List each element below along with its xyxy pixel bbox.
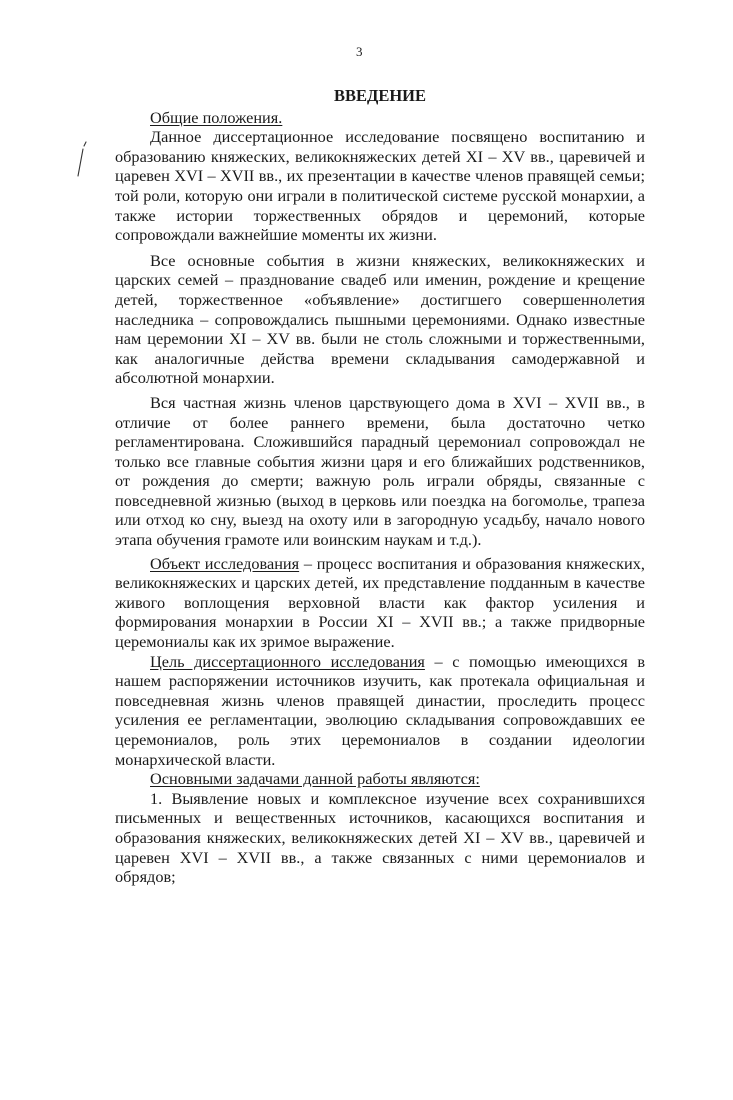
page-number: 3	[356, 44, 363, 59]
paragraph: Вся частная жизнь членов царствующего дома в XVI – XVII вв., в отличие от более раннего времени, была достаточно четко регламентирована. Сложившийся парадный церемониал сопровождал не только все главные события жизни царя и его ближайших родственников, от рождения до смерти; важную роль играли обряды, связанные с повседневной жизнью (выход в церковь или поездка на богомолье, трапеза или отход ко сну, выезд на охоту или в загородную усадьбу, начало нового этапа обучения грамоте или воинским наукам и т.д.).	[115, 392, 645, 550]
paragraph: Все основные события в жизни княжеских, великокняжеских и царских семей – празднование свадеб или именин, рождение и крещение детей, торжественное «объявление» достигшего совершеннолетия наследника – сопровождались пышными церемониями. Однако известные нам церемонии XI – XV вв. были не столь сложными и торжественными, как аналогичные действа времени складывания самодержавной и абсолютной монархии.	[115, 250, 645, 388]
goal-paragraph	[115, 652, 645, 770]
section-heading-general: Общие положения.	[150, 107, 283, 127]
task-item: 1. Выявление новых и комплексное изучение всех сохранившихся письменных и вещественных источников, касающихся воспитания и образования княжеских, великокняжеских детей XI – XV вв., царевичей и царевен XVI – XVII вв., а также связанных с ними церемониалов и обрядов;	[115, 788, 645, 887]
object-text: – процесс воспитания и образования княжеских, великокняжеских и царских детей, их представление подданным в качестве живого воплощения верховной власти как фактор усиления и формирования монархии в России XI – XVII вв.; а также придворные церемониалы как их зримое выражение.	[115, 553, 645, 652]
document-title: ВВЕДЕНИЕ	[333, 86, 427, 105]
margin-pencil-mark	[72, 140, 92, 180]
tasks-heading: Основными задачами данной работы являются:	[150, 769, 480, 789]
paragraph: Данное диссертационное исследование посвящено воспитанию и образованию княжеских, великокняжеских детей XI – XV вв., царевичей и царевен XVI – XVII вв., их презентации в качестве членов правящей семьи; той роли, которую они играли в политической системе русской монархии, а также истории торжественных обрядов и церемоний, которые сопровождали важнейшие моменты их жизни.	[115, 127, 645, 245]
object-paragraph	[115, 554, 645, 652]
goal-label: Цель диссертационного исследования	[150, 651, 425, 671]
goal-text: – с помощью имеющихся в нашем распоряжении источников изучить, как протекала официальная и повседневная жизнь членов правящей династии, проследить процесс усиления ее регламентации, эволюцию складывания сопровождавших ее церемониалов, роль этих церемониалов в создании идеологии монархической власти.	[115, 651, 646, 769]
object-label: Объект исследования	[150, 553, 300, 573]
document-body	[115, 86, 645, 887]
